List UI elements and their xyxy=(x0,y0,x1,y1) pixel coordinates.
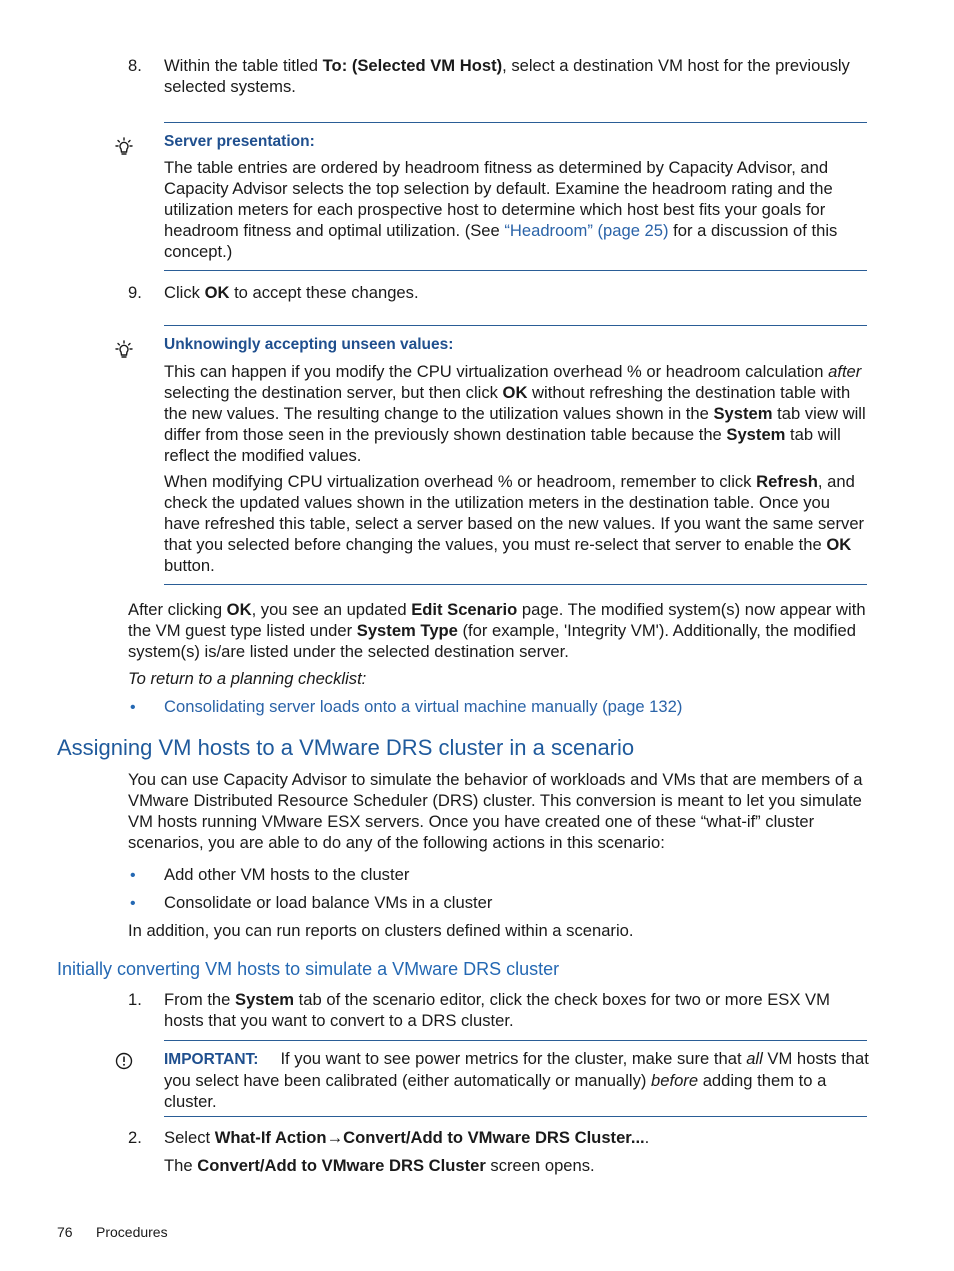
tip-title: Server presentation: xyxy=(164,133,315,150)
tip-text: selecting the destination server, but then click xyxy=(164,383,503,402)
step-2-text xyxy=(164,1127,870,1148)
step-text: Select xyxy=(164,1128,215,1147)
para-text: (for example, 'Integrity VM'). Additionally, the modified system(s) is/are listed under the selected destination server. xyxy=(128,621,856,661)
headroom-link[interactable]: “Headroom” (page 25) xyxy=(504,221,669,240)
step-text: Within the table titled xyxy=(164,56,323,75)
refresh-label: Refresh xyxy=(756,472,818,491)
step-text: From the xyxy=(164,990,236,1009)
step-number: 9. xyxy=(128,283,142,302)
step-number: 8. xyxy=(128,56,142,75)
tip-body-p1 xyxy=(164,361,870,466)
note-text: adding them to a cluster. xyxy=(164,1071,827,1111)
tip-text: tab view will differ from those seen in the previously shown destination table because the xyxy=(164,404,866,444)
note-rule-bottom xyxy=(164,270,867,271)
tip-title: Unknowingly accepting unseen values: xyxy=(164,336,454,353)
tip-text: tab will reflect the modified values. xyxy=(164,425,841,465)
important-label: IMPORTANT: xyxy=(164,1051,259,1068)
screen-name: Convert/Add to VMware DRS Cluster xyxy=(197,1156,486,1175)
tip-text: button. xyxy=(164,556,215,575)
section-intro: You can use Capacity Advisor to simulate the behavior of workloads and VMs that are members of a VMware Distributed Resource Scheduler (DRS) cluster. This conversion is meant to let you simulate VM hosts running VMware ESX servers. Once you have created one of these “what-if” cluster scenarios, you are able to do any of the following actions in this scenario: xyxy=(128,770,863,852)
emphasis: before xyxy=(651,1071,699,1090)
tip-text: for a discussion of this concept.) xyxy=(164,221,838,261)
step-text: . xyxy=(644,1128,650,1147)
para-text: page. The modified system(s) now appear with the VM guest type listed under xyxy=(128,600,866,640)
tip-body xyxy=(164,157,870,262)
step-text: tab of the scenario editor, click the check boxes for two or more ESX VM hosts that you want to convert to a DRS cluster. xyxy=(164,990,830,1030)
ok-label: OK xyxy=(204,283,230,302)
step-2-result xyxy=(164,1155,870,1176)
step-text: The xyxy=(164,1156,198,1175)
tip-text: When modifying CPU virtualization overhead % or headroom, remember to click xyxy=(164,472,757,491)
system-label: System xyxy=(726,425,786,444)
note-rule-top xyxy=(164,1040,867,1041)
step-1-text xyxy=(164,989,870,1031)
note-rule-bottom xyxy=(164,1116,867,1117)
step-text: , select a destination VM host for the previously selected systems. xyxy=(164,56,850,96)
note-text: If you want to see power metrics for the cluster, make sure that xyxy=(280,1049,747,1068)
return-note: To return to a planning checklist: xyxy=(128,669,367,688)
step-text: Click xyxy=(164,283,205,302)
edit-scenario-label: Edit Scenario xyxy=(411,600,518,619)
step-number: 1. xyxy=(128,990,142,1009)
tip-text: The table entries are ordered by headroom fitness as determined by Capacity Advisor, and Capacity Advisor selects the top selection by default. Examine the headroom rating and the utilization meters for each prospective host to determine which host best fits your goals for headroom fitness and optimal utilization. (See xyxy=(164,158,833,240)
ok-label: OK xyxy=(826,535,852,554)
system-label: System xyxy=(713,404,773,423)
tip-text: without refreshing the destination table with the new values. The resulting change to the utilization values shown in the xyxy=(164,383,851,423)
step-text: screen opens. xyxy=(485,1156,595,1175)
ok-label: OK xyxy=(226,600,252,619)
tip-text: , and check the updated values shown in the utilization meters in the destination table. Once you have refreshed this table, select a server based on the new values. If you want the same server that you selected before changing the values, you must re-select that server to enable the xyxy=(164,472,865,554)
para-text: After clicking xyxy=(128,600,227,619)
note-text: VM hosts that you select have been calibrated (either automatically or manually) xyxy=(164,1049,869,1090)
tip-text: This can happen if you modify the CPU virtualization overhead % or headroom calculation xyxy=(164,362,829,381)
bullet-icon: • xyxy=(130,867,136,884)
para-text: , you see an updated xyxy=(251,600,412,619)
footer-section: Procedures xyxy=(96,1224,168,1240)
step-8-text xyxy=(164,55,870,97)
tip-body-p2 xyxy=(164,471,870,576)
menu-label: Convert/Add to VMware DRS Cluster... xyxy=(343,1128,645,1147)
system-type-label: System Type xyxy=(356,621,458,640)
consolidating-link[interactable]: Consolidating server loads onto a virtual machine manually (page 132) xyxy=(164,697,683,716)
menu-label: What-If Action xyxy=(214,1128,327,1147)
section-addition: In addition, you can run reports on clusters defined within a scenario. xyxy=(128,921,634,940)
emphasis: all xyxy=(746,1049,763,1068)
note-rule-top xyxy=(164,325,867,326)
lightbulb-icon xyxy=(113,339,135,361)
page-number: 76 xyxy=(57,1224,73,1240)
note-rule-top xyxy=(164,122,867,123)
table-title: To: (Selected VM Host) xyxy=(322,56,503,75)
list-item: Add other VM hosts to the cluster xyxy=(164,865,410,884)
subsection-heading: Initially converting VM hosts to simulate a VMware DRS cluster xyxy=(57,959,560,979)
step-text: to accept these changes. xyxy=(229,283,419,302)
step-9-text xyxy=(164,282,870,303)
note-rule-bottom xyxy=(164,584,867,585)
lightbulb-icon xyxy=(113,136,135,158)
system-label: System xyxy=(235,990,295,1009)
bullet-icon: • xyxy=(130,895,136,912)
list-item: Consolidate or load balance VMs in a cluster xyxy=(164,893,493,912)
menu-arrow-icon: → xyxy=(326,1128,344,1147)
important-icon xyxy=(113,1050,135,1072)
section-heading: Assigning VM hosts to a VMware DRS cluster in a scenario xyxy=(57,735,635,760)
ok-label: OK xyxy=(502,383,528,402)
after-paragraph xyxy=(128,599,870,662)
bullet-icon: • xyxy=(130,699,136,716)
step-number: 2. xyxy=(128,1128,142,1147)
important-body xyxy=(164,1048,870,1112)
emphasis: after xyxy=(828,362,862,381)
